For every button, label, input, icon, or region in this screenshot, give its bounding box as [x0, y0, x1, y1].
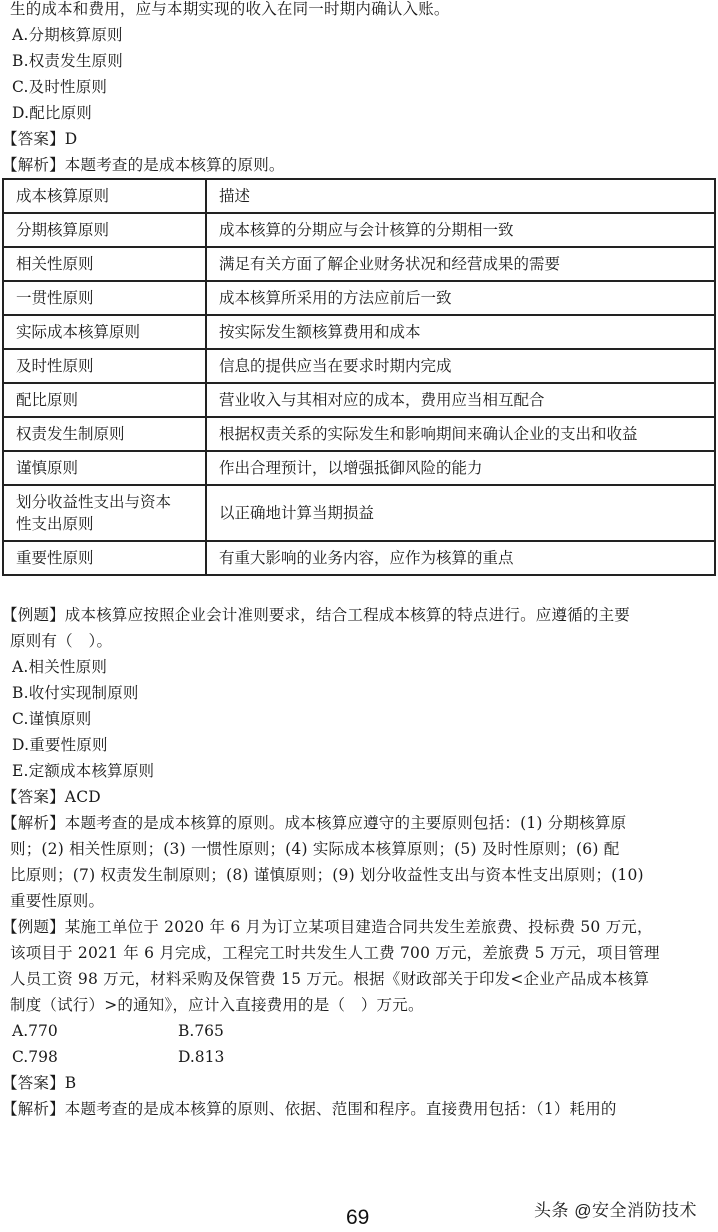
table-cell-description: 有重大影响的业务内容，应作为核算的重点 — [206, 541, 715, 575]
q2-option-e: E.定额成本核算原则 — [12, 762, 155, 780]
table-cell-principle: 谨慎原则 — [3, 451, 206, 485]
table-row — [3, 315, 715, 349]
table-cell-principle: 及时性原则 — [3, 349, 206, 383]
table-row — [3, 451, 715, 485]
table-cell-principle: 分期核算原则 — [3, 213, 206, 247]
table-cell-principle: 一贯性原则 — [3, 281, 206, 315]
q1-option-c: C.及时性原则 — [12, 78, 108, 96]
q3-option-b: B.765 — [178, 1022, 224, 1040]
table-cell-principle: 相关性原则 — [3, 247, 206, 281]
table-row — [3, 247, 715, 281]
q2-option-d: D.重要性原则 — [12, 736, 108, 754]
q2-option-b: B.收付实现制原则 — [12, 684, 139, 702]
table-header-description: 描述 — [206, 179, 715, 213]
table-cell-principle: 实际成本核算原则 — [3, 315, 206, 349]
q2-analysis-line-4: 重要性原则。 — [10, 892, 105, 910]
q2-option-a: A.相关性原则 — [12, 658, 108, 676]
q3-answer: 【答案】B — [2, 1074, 77, 1092]
q3-stem-line-1: 【例题】某施工单位于 2020 年 6 月为订立某项目建造合同共发生差旅费、投标费 50 万元， — [2, 918, 653, 936]
table-cell-description: 营业收入与其相对应的成本，费用应当相互配合 — [206, 383, 715, 417]
table-cell-description: 成本核算所采用的方法应前后一致 — [206, 281, 715, 315]
page-number: 69 — [346, 1206, 370, 1229]
table-row — [3, 213, 715, 247]
q3-option-a: A.770 — [12, 1022, 58, 1040]
table-cell-principle — [3, 485, 206, 541]
cost-accounting-principles-table — [2, 178, 716, 576]
q3-stem-line-2: 该项目于 2021 年 6 月完成，工程完工时共发生人工费 700 万元，差旅费 5 万元，项目管理 — [10, 944, 660, 962]
table-row — [3, 383, 715, 417]
q2-stem-line-1: 【例题】成本核算应按照企业会计准则要求，结合工程成本核算的特点进行。应遵循的主要 — [2, 606, 631, 624]
table-cell-description: 信息的提供应当在要求时期内完成 — [206, 349, 715, 383]
q2-analysis-line-3: 比原则；(7) 权责发生制原则；(8) 谨慎原则；(9) 划分收益性支出与资本性支出原则；(10) — [10, 866, 644, 884]
q3-analysis: 【解析】本题考查的是成本核算的原则、依据、范围和程序。直接费用包括：（1）耗用的 — [2, 1100, 617, 1118]
table-cell-description: 作出合理预计，以增强抵御风险的能力 — [206, 451, 715, 485]
table-cell-line: 划分收益性支出与资本 — [16, 493, 172, 511]
table-cell-description: 按实际发生额核算费用和成本 — [206, 315, 715, 349]
table-header-principle: 成本核算原则 — [3, 179, 206, 213]
table-row — [3, 541, 715, 575]
q1-option-d: D.配比原则 — [12, 104, 93, 122]
table-cell-principle: 重要性原则 — [3, 541, 206, 575]
q3-stem-line-4: 制度（试行）>的通知》，应计入直接费用的是（ ）万元。 — [10, 996, 424, 1014]
table-cell-description: 满足有关方面了解企业财务状况和经营成果的需要 — [206, 247, 715, 281]
table-cell-principle: 配比原则 — [3, 383, 206, 417]
q1-option-a: A.分期核算原则 — [12, 26, 123, 44]
q2-option-c: C.谨慎原则 — [12, 710, 92, 728]
q1-analysis: 【解析】本题考查的是成本核算的原则。 — [2, 156, 285, 174]
table-cell-line: 性支出原则 — [16, 515, 94, 533]
table-row — [3, 281, 715, 315]
table-cell-principle: 权责发生制原则 — [3, 417, 206, 451]
table-header-row — [3, 179, 715, 213]
table-row — [3, 349, 715, 383]
watermark: 头条 @安全消防技术 — [534, 1201, 697, 1220]
q3-stem-line-3: 人员工资 98 万元，材料采购及保管费 15 万元。根据《财政部关于印发<企业产品成本核算 — [10, 970, 650, 988]
table-cell-description: 根据权责关系的实际发生和影响期间来确认企业的支出和收益 — [206, 417, 715, 451]
q2-stem-line-2: 原则有（ ）。 — [10, 632, 113, 650]
q1-answer: 【答案】D — [2, 130, 78, 148]
q2-answer: 【答案】ACD — [2, 788, 101, 806]
table-cell-description: 成本核算的分期应与会计核算的分期相一致 — [206, 213, 715, 247]
q2-analysis-line-2: 则；(2) 相关性原则；(3) 一惯性原则；(4) 实际成本核算原则；(5) 及时性原则；(6) 配 — [10, 840, 620, 858]
q1-option-b: B.权责发生原则 — [12, 52, 123, 70]
q2-analysis-line-1: 【解析】本题考查的是成本核算的原则。成本核算应遵守的主要原则包括：(1) 分期核算原 — [2, 814, 627, 832]
q3-option-c: C.798 — [12, 1048, 58, 1066]
q3-option-d: D.813 — [178, 1048, 225, 1066]
table-cell-description: 以正确地计算当期损益 — [206, 485, 715, 541]
table-row — [3, 485, 715, 541]
q1-stem: 生的成本和费用，应与本期实现的收入在同一时期内确认入账。 — [10, 0, 450, 18]
table-row — [3, 417, 715, 451]
